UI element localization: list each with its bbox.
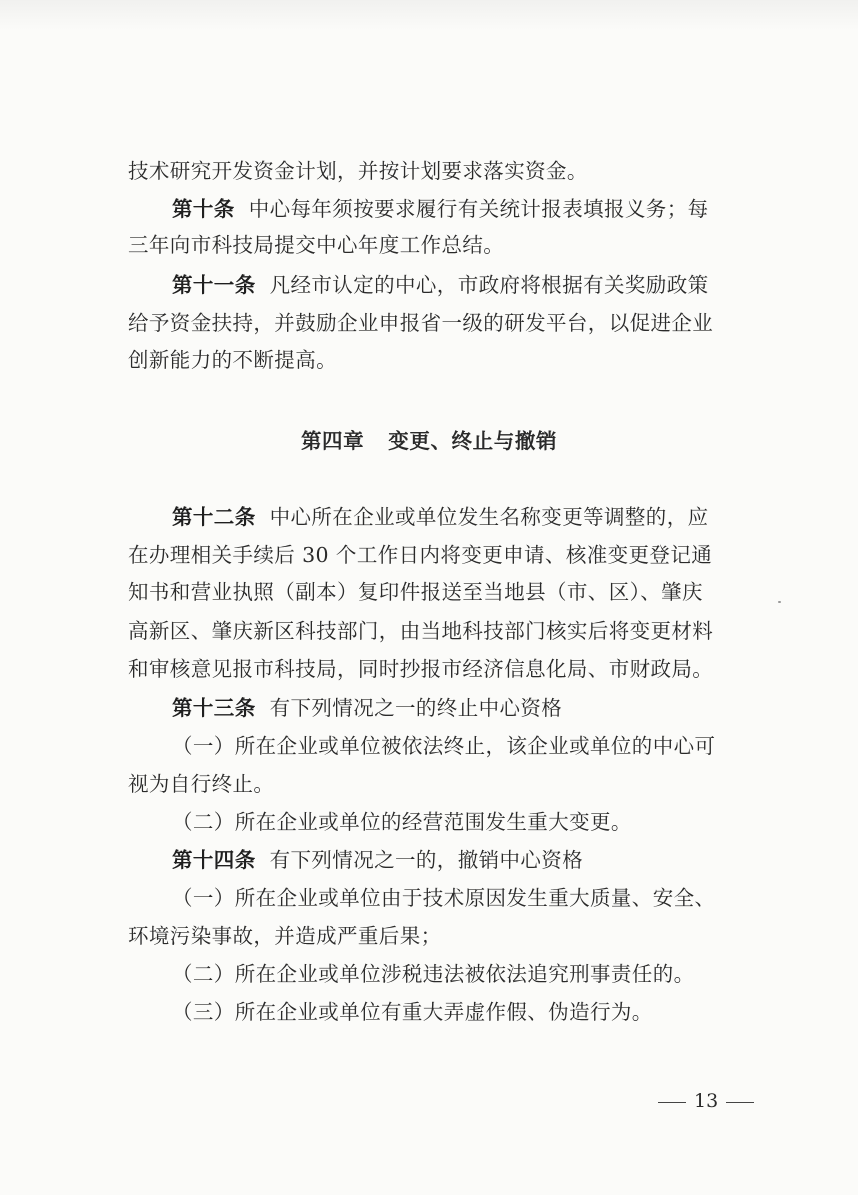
article-10-line: 第十条 中心每年须按要求履行有关统计报表填报义务；每 [172,197,709,221]
chapter-number: 第四章 [300,429,365,453]
article-heading: 第十二条 [172,505,256,529]
paragraph-line: 给予资金扶持，并鼓励企业申报省一级的研发平台，以促进企业 [128,311,714,335]
article-heading: 第十三条 [172,696,256,720]
paragraph-line: 三年向市科技局提交中心年度工作总结。 [128,233,505,257]
list-item: （一）所在企业或单位被依法终止，该企业或单位的中心可 [172,734,716,758]
scan-speck [778,601,781,603]
paragraph-line: 高新区、肇庆新区科技部门，由当地科技部门核实后将变更材料 [128,619,714,643]
article-11-line: 第十一条 凡经市认定的中心，市政府将根据有关奖励政策 [172,273,709,297]
article-heading: 第十四条 [172,848,256,872]
list-item: （二）所在企业或单位涉税违法被依法追究刑事责任的。 [172,962,695,986]
chapter-title: 变更、终止与撤销 [388,429,558,453]
page-number: 13 [650,1089,762,1113]
article-13-line: 第十三条 有下列情况之一的终止中心资格 [172,696,563,720]
paragraph-line: 在办理相关手续后 30 个工作日内将变更申请、核准变更登记通 [128,543,713,567]
paragraph-line: 技术研究开发资金计划，并按计划要求落实资金。 [128,159,588,183]
paragraph-line: 环境污染事故，并造成严重后果； [128,924,442,948]
paragraph-line: 和审核意见报市科技局，同时抄报市经济信息化局、市财政局。 [128,657,714,681]
article-12-line: 第十二条 中心所在企业或单位发生名称变更等调整的，应 [172,505,709,529]
list-item: （三）所在企业或单位有重大弄虚作假、伪造行为。 [172,1000,653,1024]
chapter-heading [0,427,858,455]
list-item: （二）所在企业或单位的经营范围发生重大变更。 [172,810,632,834]
article-heading: 第十一条 [172,273,256,297]
article-14-line: 第十四条 有下列情况之一的，撤销中心资格 [172,848,584,872]
paragraph-line: 视为自行终止。 [128,772,275,796]
list-item: （一）所在企业或单位由于技术原因发生重大质量、安全、 [172,886,716,910]
article-heading: 第十条 [172,197,235,221]
paragraph-line: 知书和营业执照（副本）复印件报送至当地县（市、区）、肇庆 [128,580,703,604]
paragraph-line: 创新能力的不断提高。 [128,348,337,372]
